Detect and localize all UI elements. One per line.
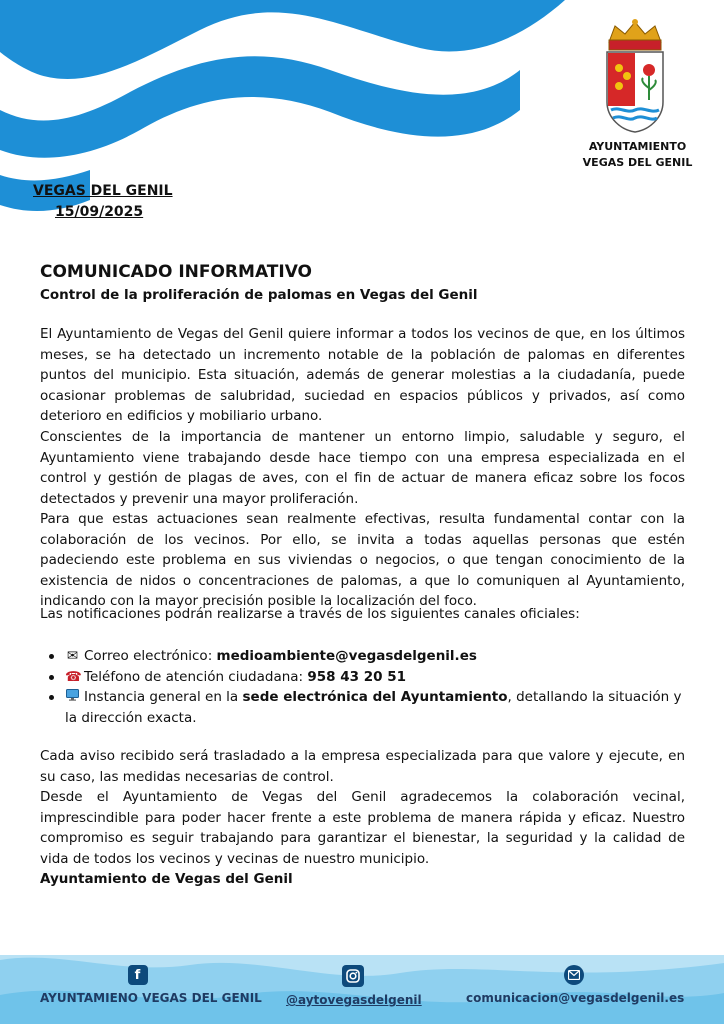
organization-line-2: VEGAS DEL GENIL [582, 156, 693, 169]
footer-facebook[interactable] [40, 965, 262, 1005]
channel-office-label: Instancia general en la [84, 689, 243, 706]
signature: Ayuntamiento de Vegas del Genil [40, 871, 293, 887]
organization-name [560, 139, 715, 171]
facebook-icon: f [128, 965, 148, 985]
paragraph-6: Desde el Ayuntamiento de Vegas del Genil agradecemos la colaboración vecinal, imprescindible para poder hacer frente a este problema de manera rápida y eficaz. Nuestro compromiso es seguir trabajando para garantizar el bienestar, la seguridad y la calidad de vida de todos los vecinos y vecinas de nuestro municipio. [40, 789, 685, 867]
document-subtitle: Control de la proliferación de palomas en Vegas del Genil [40, 287, 478, 303]
channel-email-address[interactable]: medioambiente@vegasdelgenil.es [216, 648, 477, 664]
channel-phone [40, 667, 685, 688]
facebook-account[interactable]: AYUNTAMIENO VEGAS DEL GENIL [40, 991, 262, 1005]
instagram-icon [342, 965, 364, 987]
envelope-icon: ✉ [66, 648, 79, 664]
footer-email[interactable] [466, 965, 685, 1005]
channel-phone-label: Teléfono de atención ciudadana: [84, 668, 308, 685]
instagram-handle[interactable]: @aytovegasdelgenil [286, 993, 422, 1007]
channel-office-rest: , detallando la situación y la dirección exacta. [65, 689, 682, 726]
paragraph-4: Las notificaciones podrán realizarse a través de los siguientes canales oficiales: [40, 606, 580, 622]
channel-email [40, 646, 685, 667]
channel-office-link[interactable]: sede electrónica del Ayuntamiento [242, 689, 508, 706]
organization-line-1: AYUNTAMIENTO [588, 140, 687, 153]
paragraph-5: Cada aviso recibido será trasladado a la empresa especializada para que valore y ejecute, en su caso, las medidas necesarias de control. [40, 748, 685, 785]
footer [0, 965, 724, 1024]
channel-phone-number[interactable]: 958 43 20 51 [307, 668, 407, 685]
date: 15/09/2025 [55, 204, 144, 220]
telephone-icon: ☎ [65, 668, 82, 685]
place: VEGAS DEL GENIL [33, 183, 173, 199]
document-title: COMUNICADO INFORMATIVO [40, 262, 313, 282]
footer-instagram[interactable] [286, 965, 420, 1007]
contact-channels-list [40, 646, 685, 728]
place-date-block [33, 181, 173, 223]
channel-electronic-office [40, 687, 685, 728]
computer-icon [65, 687, 80, 708]
paragraph-1: El Ayuntamiento de Vegas del Genil quiere informar a todos los vecinos de que, en los últimos meses, se ha detectado un incremento notable de la población de palomas en diferentes puntos del municipio. Esta situación, además de generar molestias a la ciudadanía, puede ocasionar problemas de salubridad, suciedad en espacios públicos y privados, así como deterioro en edificios y mobiliario urbano. [40, 326, 685, 425]
email-icon [564, 965, 584, 985]
paragraph-3: Para que estas actuaciones sean realmente efectivas, resulta fundamental contar con la colaboración de los vecinos. Por ello, se invita a todas aquellas personas que estén padeciendo este problema en sus viviendas o negocios, o que tengan conocimiento de la existencia de nidos o concentraciones de palomas, a que lo comuniquen al Ayuntamiento, indicando con la mayor precisión posible la localización del foco. [40, 511, 685, 610]
paragraph-2: Conscientes de la importancia de mantener un entorno limpio, saludable y seguro, el Ayuntamiento viene trabajando desde hace tiempo con una empresa especializada en el control y gestión de plagas de aves, con el fin de actuar de manera eficaz sobre los focos detectados y prevenir una mayor proliferación. [40, 429, 685, 507]
contact-email[interactable]: comunicacion@vegasdelgenil.es [466, 991, 685, 1005]
municipal-coat-of-arms-icon [601, 18, 669, 134]
channel-email-label: Correo electrónico: [84, 648, 217, 664]
